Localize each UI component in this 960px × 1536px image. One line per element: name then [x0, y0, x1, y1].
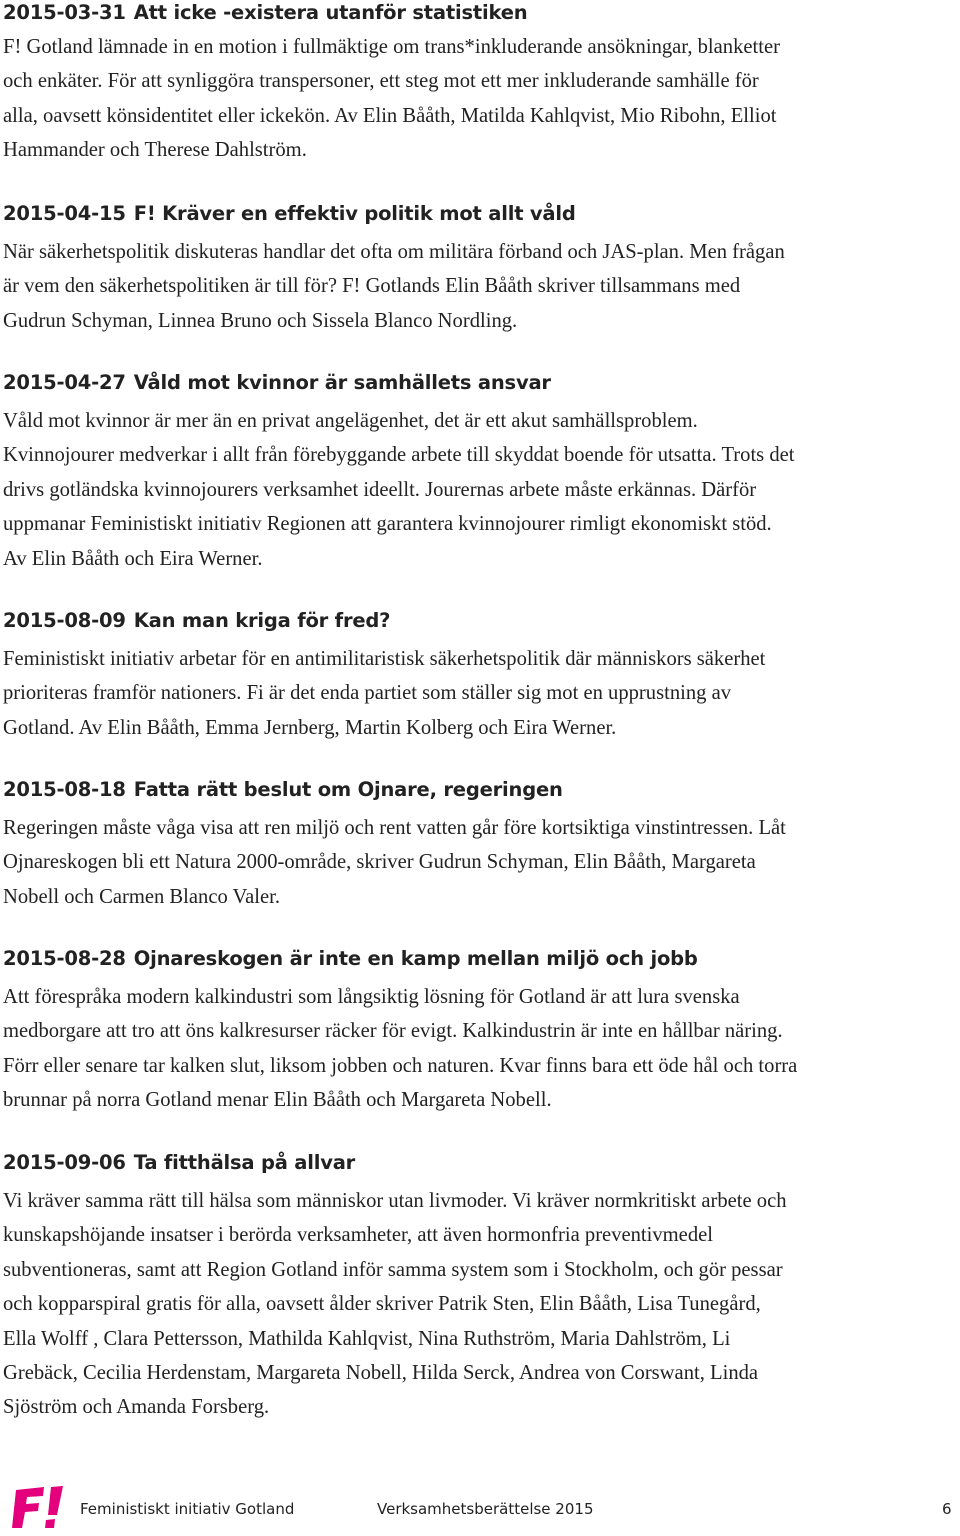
entry-heading	[3, 0, 955, 26]
news-entry	[3, 608, 955, 745]
body-line: subventioneras, samt att Region Gotland inför samma system som i Stockholm, och gör pessar	[3, 1258, 783, 1281]
body-line: Gudrun Schyman, Linnea Bruno och Sissela Blanco Nordling.	[3, 309, 518, 332]
body-line: alla, oavsett könsidentitet eller ickekön. Av Elin Bååth, Matilda Kahlqvist, Mio Ribohn, Elliot	[3, 104, 777, 127]
body-line: Feministiskt initiativ arbetar för en antimilitaristisk säkerhetspolitik där människors säkerhet	[3, 648, 766, 670]
body-line: Grebäck, Cecilia Herdenstam, Margareta Nobell, Hilda Serck, Andrea von Corswant, Linda	[3, 1362, 759, 1385]
body-line: F! Gotland lämnade in en motion i fullmäktige om trans*inkluderande ansökningar, blanketter	[3, 36, 780, 58]
entry-body	[3, 1184, 955, 1425]
entry-body	[3, 980, 955, 1118]
entry-date: 2015-08-28	[3, 947, 126, 970]
page-footer	[0, 1480, 960, 1530]
news-entry	[3, 777, 955, 914]
news-entry	[3, 201, 955, 338]
entry-date: 2015-08-09	[3, 609, 126, 632]
entry-date: 2015-03-31	[3, 1, 126, 24]
body-line: När säkerhetspolitik diskuteras handlar det ofta om militära förband och JAS-plan. Men frågan	[3, 241, 785, 263]
body-line: Förr eller senare tar kalken slut, liksom jobben och naturen. Kvar finns bara ett öde hål och torra	[3, 1054, 798, 1077]
body-line: Hammander och Therese Dahlström.	[3, 139, 307, 162]
news-entry	[3, 1150, 955, 1425]
entry-date: 2015-04-15	[3, 202, 126, 225]
news-entry	[3, 0, 955, 168]
body-line: Att förespråka modern kalkindustri som långsiktig lösning för Gotland är att lura svenska	[3, 986, 740, 1008]
body-line: Sjöström och Amanda Forsberg.	[3, 1396, 270, 1419]
body-line: Gotland. Av Elin Bååth, Emma Jernberg, Martin Kolberg och Eira Werner.	[3, 716, 617, 739]
news-entry	[3, 370, 955, 576]
body-line: Kvinnojourer medverkar i allt från förebyggande arbete till skyddat boende för utsatta. Trots det	[3, 444, 795, 467]
body-line: medborgare att tro att öns kalkresurser räcker för evigt. Kalkindustrin är inte en hållbar näring.	[3, 1020, 783, 1043]
news-entry	[3, 946, 955, 1118]
entry-heading	[3, 608, 955, 634]
body-line: prioriteras framför nationers. Fi är det enda partiet som ställer sig mot en upprustning av	[3, 682, 732, 705]
body-line: Vi kräver samma rätt till hälsa som människor utan livmoder. Vi kräver normkritiskt arbete och	[3, 1190, 787, 1212]
entry-title: Att icke -existera utanför statistiken	[133, 1, 528, 24]
entry-title: Ojnareskogen är inte en kamp mellan miljö och jobb	[133, 947, 698, 970]
body-line: brunnar på norra Gotland menar Elin Bååth och Margareta Nobell.	[3, 1089, 552, 1112]
entry-heading	[3, 777, 955, 803]
fi-logo-icon	[10, 1484, 68, 1530]
body-line: Regeringen måste våga visa att ren miljö och rent vatten går före kortsiktiga vinstintressen. Låt	[3, 817, 786, 839]
body-line: drivs gotländska kvinnojourers verksamhet ideellt. Jourernas arbete måste erkännas. Därför	[3, 478, 757, 501]
entry-body	[3, 235, 955, 338]
entry-date: 2015-09-06	[3, 1151, 126, 1174]
entry-heading	[3, 370, 955, 396]
entry-heading	[3, 201, 955, 227]
body-line: Nobell och Carmen Blanco Valer.	[3, 885, 280, 908]
body-line: Av Elin Bååth och Eira Werner.	[3, 547, 263, 570]
body-line: kunskapshöjande insatser i berörda verksamheter, att även hormonfria preventivmedel	[3, 1224, 713, 1247]
page-number: 6	[942, 1500, 952, 1518]
body-line: och enkäter. För att synliggöra transpersoner, ett steg mot ett mer inkluderande samhälle för	[3, 70, 759, 93]
body-line: Våld mot kvinnor är mer än en privat angelägenhet, det är ett akut samhällsproblem.	[3, 410, 698, 432]
entry-date: 2015-04-27	[3, 371, 126, 394]
footer-report-title: Verksamhetsberättelse 2015	[377, 1500, 594, 1518]
entry-body	[3, 30, 955, 168]
entry-title: Ta fitthälsa på allvar	[133, 1151, 356, 1174]
entry-body	[3, 404, 955, 576]
entry-title: Kan man kriga för fred?	[133, 609, 391, 632]
entry-title: Fatta rätt beslut om Ojnare, regeringen	[133, 778, 563, 801]
entry-heading	[3, 946, 955, 972]
body-line: är vem den säkerhetspolitiken är till för? F! Gotlands Elin Bååth skriver tillsammans med	[3, 275, 741, 298]
body-line: Ella Wolff , Clara Pettersson, Mathilda Kahlqvist, Nina Ruthström, Maria Dahlström, Li	[3, 1327, 731, 1350]
entry-date: 2015-08-18	[3, 778, 126, 801]
footer-organization: Feministiskt initiativ Gotland	[80, 1500, 295, 1518]
entry-title: F! Kräver en effektiv politik mot allt våld	[133, 202, 576, 225]
entry-body	[3, 811, 955, 914]
body-line: Ojnareskogen bli ett Natura 2000-område, skriver Gudrun Schyman, Elin Bååth, Margareta	[3, 851, 756, 874]
body-line: och kopparspiral gratis för alla, oavsett ålder skriver Patrik Sten, Elin Bååth, Lisa Tunegård,	[3, 1293, 761, 1316]
entry-body	[3, 642, 955, 745]
body-line: uppmanar Feministiskt initiativ Regionen att garantera kvinnojourer rimligt ekonomiskt stöd.	[3, 513, 772, 536]
entry-title: Våld mot kvinnor är samhällets ansvar	[133, 371, 551, 394]
entry-heading	[3, 1150, 955, 1176]
